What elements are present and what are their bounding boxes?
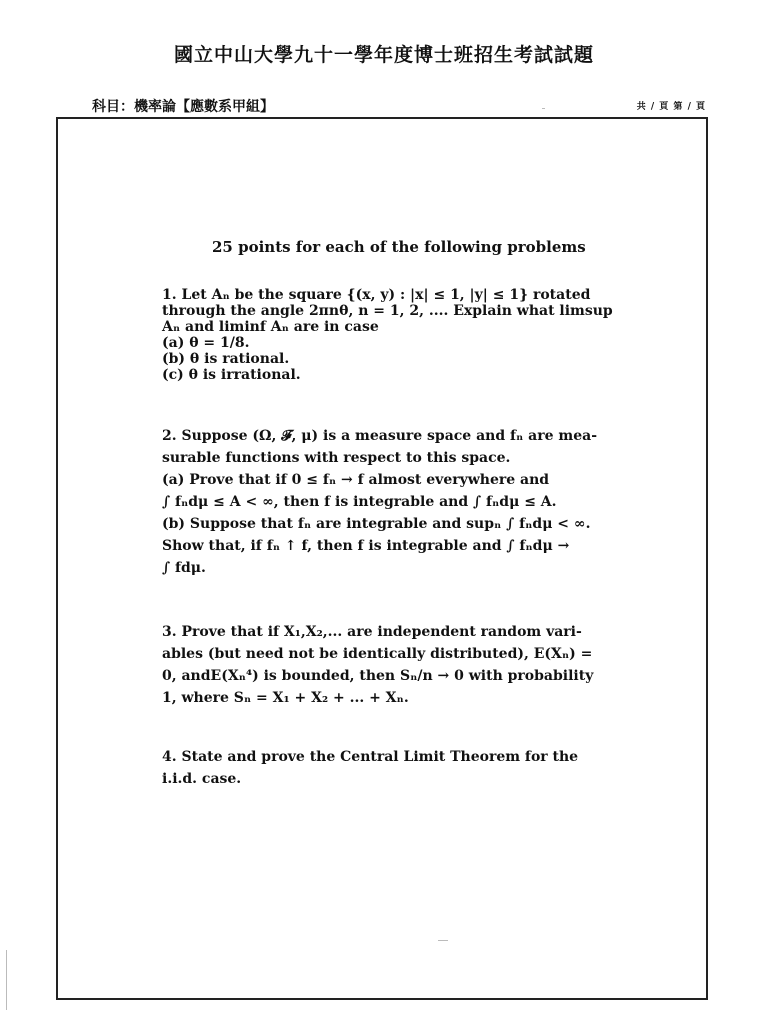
scan-speck	[6, 950, 7, 1010]
problem-1-line-2: through the angle 2πnθ, n = 1, 2, .... Explain what limsup	[162, 303, 613, 319]
problem-2-line-1: 2. Suppose (Ω, 𝓕, μ) is a measure space and fₙ are mea-	[162, 428, 598, 444]
problem-2-line-3: (a) Prove that if 0 ≤ fₙ → f almost everywhere and	[162, 472, 550, 488]
problem-1-line-3: Aₙ and liminf Aₙ are in case	[162, 319, 379, 335]
scan-speck	[438, 940, 448, 941]
problem-4-line-2: i.i.d. case.	[162, 771, 242, 787]
problem-3-line-2: ables (but need not be identically distributed), E(Xₙ) =	[162, 646, 593, 662]
page-count: 共 / 頁 第 / 頁	[636, 102, 706, 112]
problem-3-line-1: 3. Prove that if X₁,X₂,... are independent random vari-	[162, 624, 582, 640]
problem-1	[162, 287, 652, 383]
subject-label: 科目：機率論【應數系甲組】	[92, 99, 274, 115]
scan-speck	[542, 108, 545, 109]
problem-1-part-c: (c) θ is irrational.	[162, 367, 301, 383]
exam-header-row	[92, 96, 706, 116]
problem-2-line-6: Show that, if fₙ ↑ f, then f is integrable and ∫ fₙdμ →	[162, 538, 570, 554]
problem-3	[162, 621, 652, 709]
problem-2-line-4: ∫ fₙdμ ≤ A < ∞, then f is integrable and ∫ fₙdμ ≤ A.	[162, 494, 557, 510]
problem-3-line-4: 1, where Sₙ = X₁ + X₂ + ... + Xₙ.	[162, 690, 409, 706]
problem-2-line-5: (b) Suppose that fₙ are integrable and supₙ ∫ fₙdμ < ∞.	[162, 516, 591, 532]
problem-4	[162, 746, 652, 790]
problem-2-line-2: surable functions with respect to this space.	[162, 450, 511, 466]
points-intro: 25 points for each of the following problems	[212, 238, 586, 256]
problem-1-line-1: 1. Let Aₙ be the square {(x, y) : |x| ≤ 1, |y| ≤ 1} rotated	[162, 287, 591, 303]
problem-2-line-7: ∫ fdμ.	[162, 560, 206, 576]
problem-1-part-b: (b) θ is rational.	[162, 351, 290, 367]
problem-2	[162, 425, 652, 579]
exam-title: 國立中山大學九十一學年度博士班招生考試試題	[173, 44, 594, 66]
problem-3-line-3: 0, andE(Xₙ⁴) is bounded, then Sₙ/n → 0 with probability	[162, 668, 594, 684]
problem-4-line-1: 4. State and prove the Central Limit Theorem for the	[162, 749, 579, 765]
problem-1-part-a: (a) θ = 1/8.	[162, 335, 250, 351]
